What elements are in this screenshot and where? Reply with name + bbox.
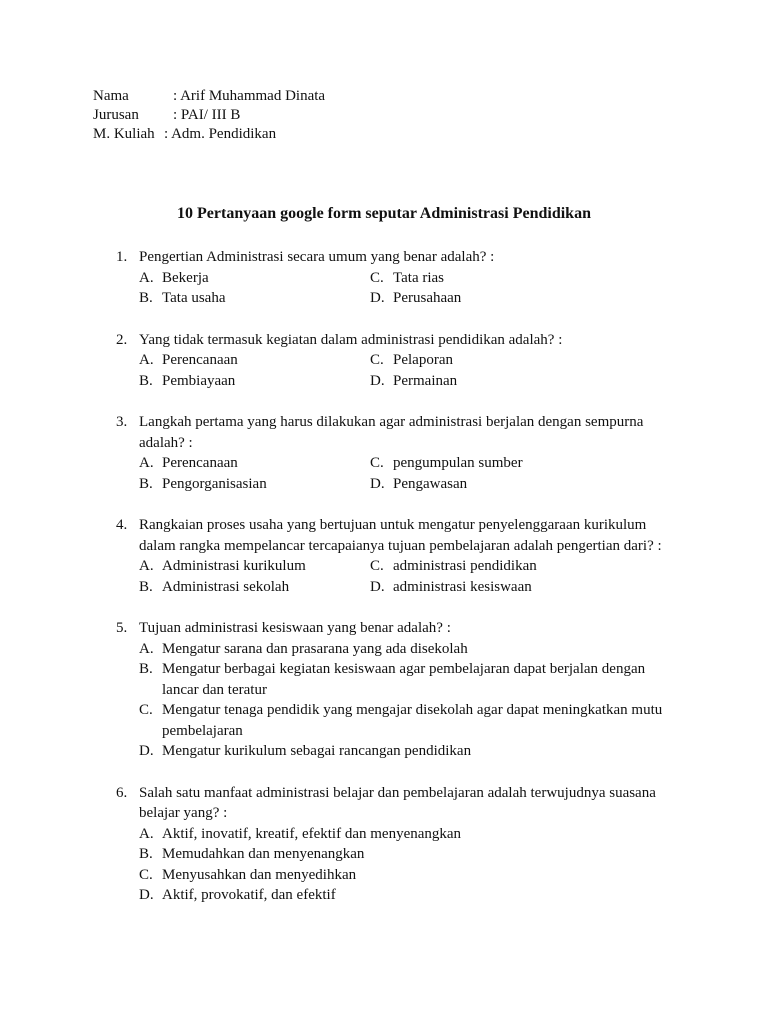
info-row-course <box>93 125 325 144</box>
option-a <box>139 268 370 289</box>
info-row-major <box>93 106 325 125</box>
info-value: : Adm. Pendidikan <box>164 126 277 142</box>
option-letter: C. <box>370 269 384 286</box>
option-letter: A. <box>139 640 154 657</box>
option-list <box>139 639 676 762</box>
option-text: Mengatur sarana dan prasarana yang ada disekolah <box>162 640 468 657</box>
option-letter: D. <box>139 887 154 903</box>
question-number: 6. <box>116 784 128 801</box>
option-letter: D. <box>370 475 385 492</box>
option-b <box>139 288 370 309</box>
option-text: Pengorganisasian <box>162 475 267 492</box>
option-text: Menyusahkan dan menyedihkan <box>162 866 357 883</box>
question-number: 1. <box>116 249 128 265</box>
option-list <box>139 824 676 906</box>
option-a <box>139 453 370 474</box>
option-b <box>139 844 676 865</box>
student-info <box>93 87 325 144</box>
question-number: 4. <box>116 517 128 533</box>
option-text: Mengatur tenaga pendidik yang mengajar disekolah agar dapat meningkatkan mutu pembelajaran <box>162 702 663 739</box>
option-text: Memudahkan dan menyenangkan <box>162 846 365 862</box>
document-title: 10 Pertanyaan google form seputar Administrasi Pendidikan <box>177 205 591 222</box>
option-text: Tata rias <box>393 269 445 286</box>
option-text: Perusahaan <box>393 290 462 306</box>
option-text: Mengatur kurikulum sebagai rancangan pendidikan <box>162 743 472 759</box>
option-a <box>139 639 676 660</box>
option-b <box>139 474 370 495</box>
option-text: administrasi pendidikan <box>393 558 537 574</box>
option-text: pengumpulan sumber <box>393 455 523 471</box>
question-text: Langkah pertama yang harus dilakukan agar administrasi berjalan dengan sempurna adalah? : <box>139 414 644 451</box>
option-letter: A. <box>139 558 154 574</box>
question-2 <box>116 330 676 392</box>
option-b <box>139 659 676 700</box>
option-letter: B. <box>139 578 153 595</box>
question-list <box>116 247 676 927</box>
option-letter: B. <box>139 846 153 862</box>
question-number: 5. <box>116 620 128 636</box>
option-d <box>370 371 676 392</box>
option-grid <box>139 453 676 494</box>
option-text: Perencanaan <box>162 455 238 471</box>
option-letter: C. <box>370 352 384 368</box>
question-text: Pengertian Administrasi secara umum yang benar adalah? : <box>139 249 495 265</box>
option-text: Bekerja <box>162 269 209 286</box>
option-grid <box>139 350 676 391</box>
option-letter: D. <box>370 290 385 306</box>
option-c <box>370 350 676 371</box>
info-row-name <box>93 87 325 106</box>
option-c <box>370 453 676 474</box>
option-letter: C. <box>139 702 153 718</box>
option-text: Pelaporan <box>393 352 453 368</box>
option-a <box>139 350 370 371</box>
option-letter: C. <box>139 866 153 883</box>
option-a <box>139 824 676 845</box>
question-text: Rangkaian proses usaha yang bertujuan untuk mengatur penyelenggaraan kurikulum dalam rangka mempelancar tercapaianya tujuan pembelajaran adalah pengertian dari? : <box>139 517 662 554</box>
option-text: Tata usaha <box>162 290 226 306</box>
option-text: Permainan <box>393 372 458 389</box>
option-letter: C. <box>370 558 384 574</box>
option-d <box>139 885 676 906</box>
option-c <box>139 700 676 741</box>
info-label: M. Kuliah <box>93 126 155 142</box>
option-text: Pembiayaan <box>162 372 236 389</box>
question-5 <box>116 618 676 762</box>
option-letter: D. <box>370 578 385 595</box>
option-letter: B. <box>139 290 153 306</box>
question-text: Tujuan administrasi kesiswaan yang benar adalah? : <box>139 620 451 636</box>
option-letter: A. <box>139 455 154 471</box>
option-text: Pengawasan <box>393 475 468 492</box>
question-text: Yang tidak termasuk kegiatan dalam administrasi pendidikan adalah? : <box>139 331 563 348</box>
question-number: 3. <box>116 414 128 430</box>
option-c <box>370 268 676 289</box>
option-d <box>139 741 676 762</box>
question-4 <box>116 515 676 597</box>
option-text: Perencanaan <box>162 352 238 368</box>
info-label: Nama <box>93 88 129 104</box>
option-text: Aktif, provokatif, dan efektif <box>162 887 336 903</box>
option-c <box>139 865 676 886</box>
option-text: Aktif, inovatif, kreatif, efektif dan menyenangkan <box>162 825 462 842</box>
option-b <box>139 371 370 392</box>
option-text: administrasi kesiswaan <box>393 578 532 595</box>
option-letter: C. <box>370 455 384 471</box>
option-letter: A. <box>139 825 154 842</box>
option-grid <box>139 268 676 309</box>
info-label: Jurusan <box>93 107 139 123</box>
option-grid <box>139 556 676 597</box>
option-letter: B. <box>139 372 153 389</box>
option-letter: D. <box>370 372 385 389</box>
option-text: Administrasi sekolah <box>162 578 290 595</box>
question-3 <box>116 412 676 494</box>
option-letter: B. <box>139 661 153 677</box>
question-text: Salah satu manfaat administrasi belajar dan pembelajaran adalah terwujudnya suasana belajar yang? : <box>139 784 656 821</box>
question-6 <box>116 783 676 906</box>
option-letter: A. <box>139 269 154 286</box>
option-d <box>370 577 676 598</box>
option-text: Mengatur berbagai kegiatan kesiswaan agar pembelajaran dapat berjalan dengan lancar dan teratur <box>162 661 646 698</box>
option-d <box>370 474 676 495</box>
info-value: : PAI/ III B <box>173 107 241 123</box>
option-b <box>139 577 370 598</box>
info-value: : Arif Muhammad Dinata <box>173 88 326 104</box>
option-letter: A. <box>139 352 154 368</box>
question-1 <box>116 247 676 309</box>
option-a <box>139 556 370 577</box>
option-c <box>370 556 676 577</box>
option-d <box>370 288 676 309</box>
option-letter: B. <box>139 475 153 492</box>
question-number: 2. <box>116 331 128 348</box>
option-text: Administrasi kurikulum <box>162 558 306 574</box>
option-letter: D. <box>139 743 154 759</box>
